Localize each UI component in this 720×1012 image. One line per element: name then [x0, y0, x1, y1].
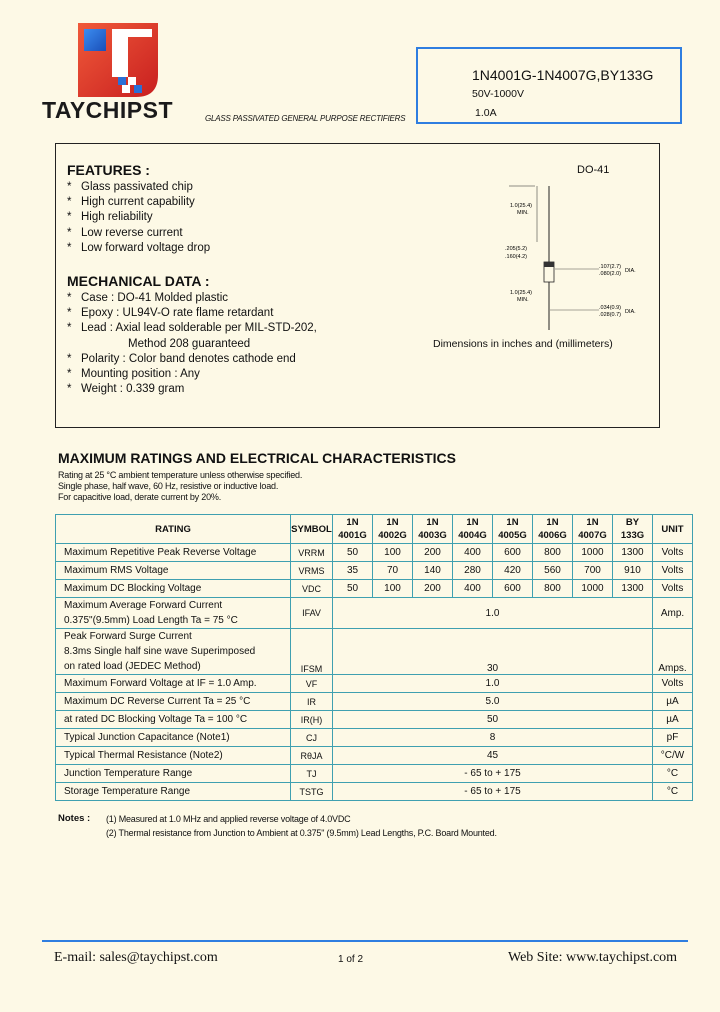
table-row: Peak Forward Surge Current 8.3ms Single half sine wave Superimposed on rated load (JEDEC Method) IFSM 30 Amps. — [56, 629, 693, 675]
table-row: Maximum Forward Voltage at IF = 1.0 Amp. VF 1.0 Volts — [56, 675, 693, 693]
list-item: * Polarity : Color band denotes cathode end — [67, 352, 296, 365]
col-part: 1N 4007G — [573, 515, 613, 544]
col-part: 1N 4005G — [493, 515, 533, 544]
list-item: * Case : DO-41 Molded plastic — [67, 292, 229, 304]
table-row: Maximum Repetitive Peak Reverse Voltage VRRM 50 100 200 400 600 800 1000 1300 Volts — [56, 544, 693, 562]
dim-lead-dia: .034(0.9) — [599, 305, 622, 311]
part-number-box — [416, 47, 682, 124]
dim-body-length-min: .160(4.2) — [505, 254, 528, 260]
table-row: Maximum RMS Voltage VRMS 35 70 140 280 420 560 700 910 Volts — [56, 562, 693, 580]
col-part: 1N 4004G — [453, 515, 493, 544]
list-item: * Mounting position : Any — [67, 368, 200, 381]
table-row: Maximum DC Reverse Current Ta = 25 °C IR 5.0 µA — [56, 693, 693, 711]
product-subtitle: GLASS PASSIVATED GENERAL PURPOSE RECTIFIERS — [205, 114, 406, 123]
note-item: (2) Thermal resistance from Junction to Ambient at 0.375" (9.5mm) Lead Lengths, P.C. Board Mounted. — [106, 828, 497, 838]
condition-text: For capacitive load, derate current by 20%. — [58, 492, 221, 502]
dim-lead-dia-min: .028(0.7) — [599, 312, 622, 318]
mechanical-title: MECHANICAL DATA : — [67, 273, 210, 289]
features-panel — [55, 143, 660, 428]
list-item: * High reliability — [67, 211, 153, 224]
notes-label: Notes : — [58, 813, 91, 824]
dim-lead-bottom: 1.0(25.4) — [510, 290, 533, 296]
dim-body-dia: .107(2.7) — [599, 264, 622, 270]
condition-text: Single phase, half wave, 60 Hz, resistive or inductive load. — [58, 481, 279, 491]
table-row: Maximum DC Blocking Voltage VDC 50 100 200 400 600 800 1000 1300 Volts — [56, 580, 693, 598]
list-item: * Glass passivated chip — [67, 181, 193, 193]
page-indicator: 1 of 2 — [338, 954, 364, 965]
table-row: at rated DC Blocking Voltage Ta = 100 °C IR(H) 50 µA — [56, 711, 693, 729]
list-item: * Weight : 0.339 gram — [67, 383, 185, 396]
dim-lead-dia-label: DIA. — [625, 309, 636, 315]
condition-text: Rating at 25 °C ambient temperature unless otherwise specified. — [58, 470, 303, 480]
dimension-caption: Dimensions in inches and (millimeters) — [433, 338, 613, 350]
list-item: * Low reverse current — [67, 226, 183, 239]
footer-email[interactable]: E-mail: sales@taychipst.com — [54, 950, 218, 965]
table-row: Storage Temperature Range TSTG - 65 to + 175 °C — [56, 783, 693, 801]
col-part: 1N 4001G — [333, 515, 373, 544]
col-part: 1N 4006G — [533, 515, 573, 544]
company-logo — [78, 23, 158, 97]
list-item: * Epoxy : UL94V-O rate flame retardant — [67, 307, 274, 320]
list-item: * High current capability — [67, 196, 195, 209]
col-unit: UNIT — [653, 515, 693, 544]
col-rating: RATING — [56, 515, 291, 544]
list-item: * Lead : Axial lead solderable per MIL-STD-202, — [67, 322, 317, 335]
list-item: Method 208 guaranteed — [128, 337, 251, 350]
col-part: 1N 4003G — [413, 515, 453, 544]
col-part: 1N 4002G — [373, 515, 413, 544]
table-row: Maximum Average Forward Current 0.375"(9.5mm) Load Length Ta = 75 °C IFAV 1.0 Amp. — [56, 598, 693, 629]
footer-website[interactable]: Web Site: www.taychipst.com — [508, 950, 678, 965]
package-label: DO-41 — [577, 164, 610, 176]
col-part: BY 133G — [613, 515, 653, 544]
features-title: FEATURES : — [67, 162, 150, 178]
note-item: (1) Measured at 1.0 MHz and applied reverse voltage of 4.0VDC — [106, 814, 351, 824]
col-symbol: SYMBOL — [291, 515, 333, 544]
features-list — [56, 180, 210, 256]
mechanical-list — [56, 291, 317, 397]
footer-divider — [42, 940, 688, 942]
package-outline-drawing — [505, 182, 649, 332]
voltage-range: 50V-1000V — [472, 88, 524, 100]
company-name: TAYCHIPST — [42, 97, 174, 123]
dim-body-dia-min: .080(2.0) — [599, 271, 622, 277]
table-header-row — [56, 515, 693, 544]
dim-lead-bottom-min: MIN. — [517, 297, 529, 303]
ratings-heading: MAXIMUM RATINGS AND ELECTRICAL CHARACTERISTICS — [58, 450, 456, 466]
ratings-table — [55, 514, 693, 801]
dim-lead-top: 1.0(25.4) — [510, 203, 533, 209]
part-number: 1N4001G-1N4007G,BY133G — [472, 67, 654, 83]
dim-body-dia-label: DIA. — [625, 268, 636, 274]
list-item: * Low forward voltage drop — [67, 241, 211, 254]
table-row: Junction Temperature Range TJ - 65 to + 175 °C — [56, 765, 693, 783]
current-rating: 1.0A — [475, 107, 497, 119]
table-row: Typical Junction Capacitance (Note1) CJ 8 pF — [56, 729, 693, 747]
table-row: Typical Thermal Resistance (Note2) RθJA 45 °C/W — [56, 747, 693, 765]
dim-body-length: .205(5.2) — [505, 246, 528, 252]
dim-lead-top-min: MIN. — [517, 210, 529, 216]
